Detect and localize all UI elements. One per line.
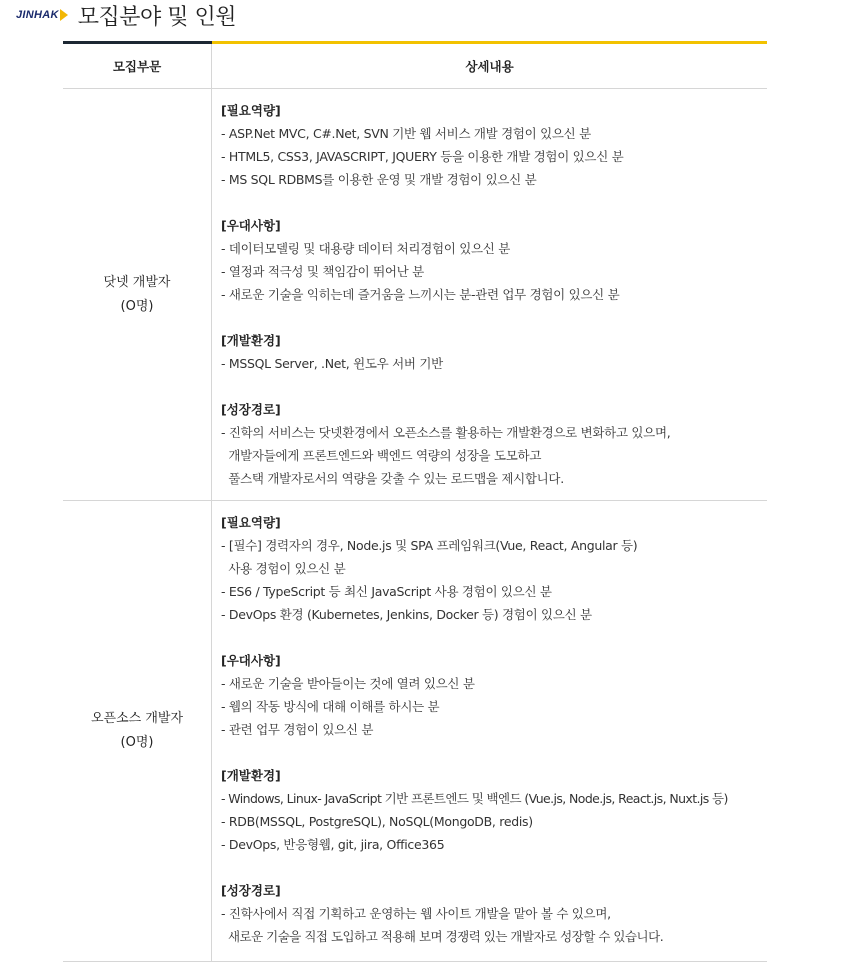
section-title: [필요역량] — [221, 103, 281, 118]
detail-line: - 데이터모델링 및 대용량 데이터 처리경험이 있으신 분 — [221, 241, 510, 256]
table-top-border — [63, 41, 767, 44]
detail-line: - 새로운 기술을 받아들이는 것에 열려 있으신 분 — [221, 676, 475, 691]
jinhak-logo[interactable] — [16, 2, 68, 28]
details-cell — [212, 501, 767, 961]
detail-line: - DevOps, 반응형웹, git, jira, Office365 — [221, 837, 445, 852]
detail-line: - Windows, Linux- JavaScript 기반 프론트엔드 및 백엔드 (Vue.js, Node.js, React.js, Nuxt.js 등) — [221, 791, 728, 806]
section-title: [우대사항] — [221, 653, 281, 668]
table-row — [63, 501, 767, 962]
detail-line: - 진학의 서비스는 닷넷환경에서 오픈소스를 활용하는 개발환경으로 변화하고 있으며, — [221, 425, 671, 440]
section-required-skills — [221, 99, 767, 191]
section-title: [우대사항] — [221, 218, 281, 233]
section-preferred — [221, 649, 767, 741]
detail-line: 새로운 기술을 직접 도입하고 적용해 보며 경쟁력 있는 개발자로 성장할 수 있습니다. — [221, 929, 664, 944]
section-growth-path — [221, 398, 767, 490]
recruitment-table — [63, 41, 767, 962]
detail-line: - 진학사에서 직접 기획하고 운영하는 웹 사이트 개발을 맡아 볼 수 있으며, — [221, 906, 611, 921]
col-header-position: 모집부문 — [63, 44, 212, 88]
position-count: (O명) — [120, 298, 154, 314]
detail-line: 사용 경험이 있으신 분 — [221, 561, 346, 576]
detail-line: - DevOps 환경 (Kubernetes, Jenkins, Docker 등) 경험이 있으신 분 — [221, 607, 592, 622]
detail-line: - 새로운 기술을 익히는데 즐거움을 느끼시는 분-관련 업무 경험이 있으신 분 — [221, 287, 620, 302]
detail-line: - MS SQL RDBMS를 이용한 운영 및 개발 경험이 있으신 분 — [221, 172, 537, 187]
details-cell — [212, 89, 767, 500]
section-preferred — [221, 214, 767, 306]
detail-line: - RDB(MSSQL, PostgreSQL), NoSQL(MongoDB, redis) — [221, 814, 533, 829]
detail-line: - MSSQL Server, .Net, 윈도우 서버 기반 — [221, 356, 443, 371]
section-title: [개발환경] — [221, 768, 281, 783]
detail-line: - HTML5, CSS3, JAVASCRIPT, JQUERY 등을 이용한 개발 경험이 있으신 분 — [221, 149, 624, 164]
detail-line: - 웹의 작동 방식에 대해 이해를 하시는 분 — [221, 699, 440, 714]
detail-line: - 관련 업무 경험이 있으신 분 — [221, 722, 374, 737]
section-required-skills — [221, 511, 767, 626]
section-dev-environment — [221, 329, 767, 375]
position-name: 닷넷 개발자 — [103, 274, 171, 290]
section-dev-environment — [221, 764, 767, 856]
table-row — [63, 89, 767, 501]
logo-arrow-icon — [60, 9, 68, 21]
page-title: 모집분야 및 인원 — [77, 4, 237, 30]
section-title: [필요역량] — [221, 515, 281, 530]
position-cell — [63, 89, 212, 500]
logo-text: JINHAK — [16, 9, 59, 21]
table-header-row — [63, 44, 767, 89]
detail-line: - ES6 / TypeScript 등 최신 JavaScript 사용 경험이 있으신 분 — [221, 584, 552, 599]
col-header-details: 상세내용 — [465, 59, 514, 74]
detail-line: 풀스택 개발자로서의 역량을 갖출 수 있는 로드맵을 제시합니다. — [221, 471, 564, 486]
section-title: [성장경로] — [221, 883, 281, 898]
detail-line: 개발자들에게 프론트엔드와 백엔드 역량의 성장을 도모하고 — [221, 448, 542, 463]
position-cell — [63, 501, 212, 961]
detail-line: - [필수] 경력자의 경우, Node.js 및 SPA 프레임워크(Vue, React, Angular 등) — [221, 538, 638, 553]
page-header — [16, 0, 236, 30]
detail-line: - ASP.Net MVC, C#.Net, SVN 기반 웹 서비스 개발 경험이 있으신 분 — [221, 126, 591, 141]
position-name: 오픈소스 개발자 — [90, 711, 184, 726]
section-title: [개발환경] — [221, 333, 281, 348]
position-count: (O명) — [120, 735, 154, 750]
section-growth-path — [221, 879, 767, 948]
section-title: [성장경로] — [221, 402, 281, 417]
detail-line: - 열정과 적극성 및 책임감이 뛰어난 분 — [221, 264, 424, 279]
